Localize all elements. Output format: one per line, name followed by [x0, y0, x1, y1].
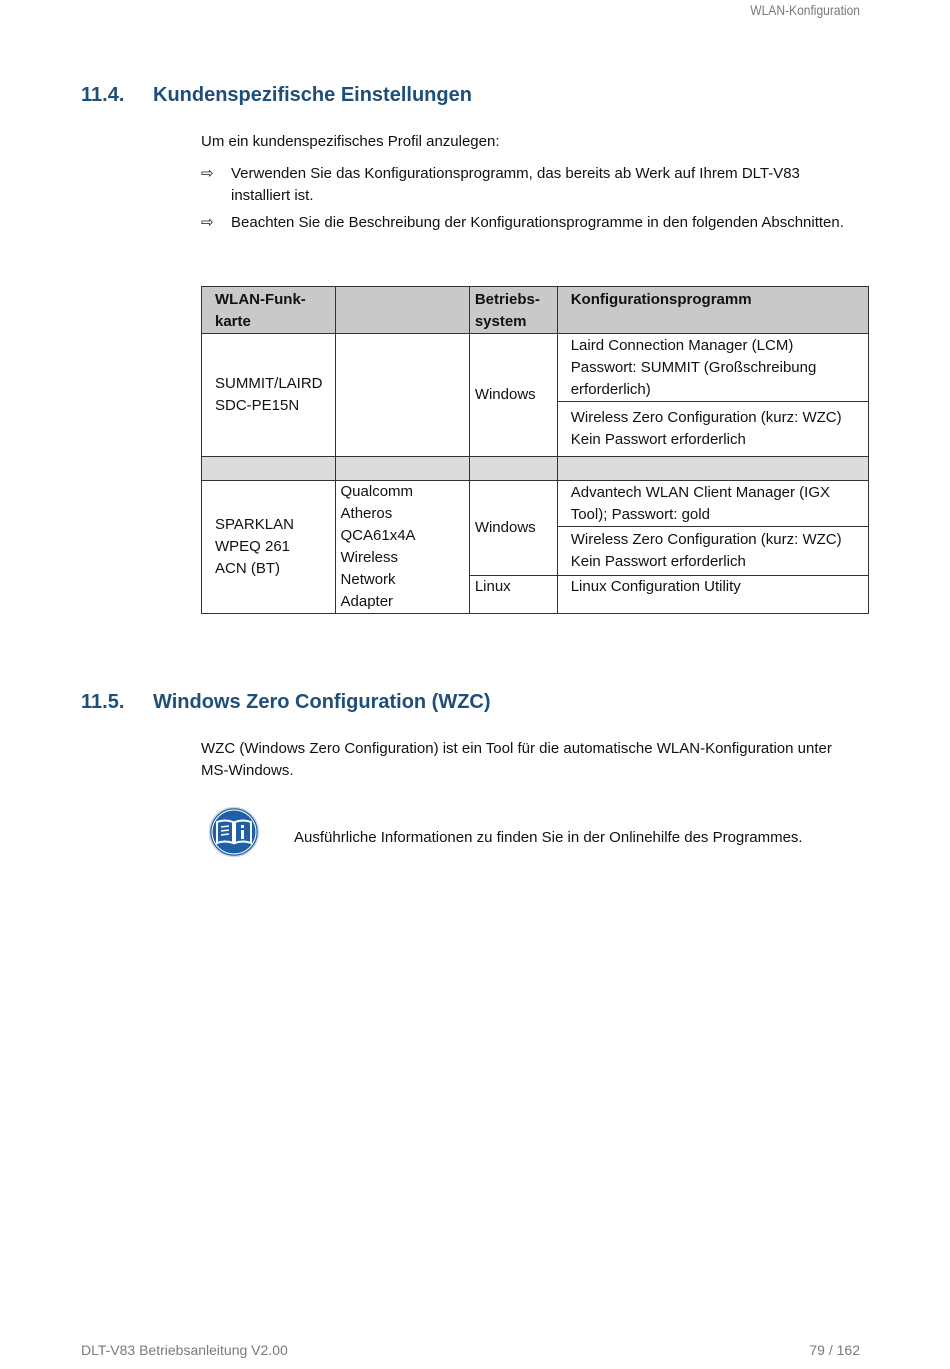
- paragraph-line: MS-Windows.: [201, 762, 294, 779]
- table-header-row: [202, 287, 869, 334]
- spacer-cell: [202, 457, 336, 481]
- arrow-right-icon: ⇨: [201, 165, 214, 182]
- cell-text: SPARKLAN: [215, 516, 294, 533]
- cell-text: Kein Passwort erforderlich: [570, 431, 746, 448]
- intro-text: Um ein kundenspezifisches Profil anzulegen:: [201, 133, 500, 150]
- arrow-right-icon: ⇨: [201, 214, 214, 231]
- cell-text: erforderlich): [570, 380, 651, 398]
- wzc-paragraph: [201, 738, 869, 782]
- section-heading-11-4: [81, 84, 472, 107]
- manual-info-icon: [208, 806, 260, 858]
- cell-os: Linux: [469, 575, 557, 613]
- header-text: karte: [215, 313, 251, 330]
- cell-text: Tool); Passwort: gold: [570, 505, 710, 523]
- cell-text: QCA61x4A: [340, 527, 416, 544]
- cell-os: Windows: [469, 334, 557, 457]
- cell-text: Adapter: [340, 593, 394, 610]
- cell-chip: [335, 334, 469, 457]
- cell-text: SDC-PE15N: [215, 397, 300, 414]
- cell-text: Laird Connection Manager (LCM): [570, 336, 794, 354]
- cell-text: Advantech WLAN Client Manager (IGX: [570, 483, 830, 501]
- cell-text: Qualcomm: [340, 483, 414, 500]
- bullet-line: installiert ist.: [231, 187, 314, 204]
- table-spacer-row: [202, 457, 869, 481]
- cell-program: [557, 334, 868, 402]
- table-row: [202, 481, 869, 527]
- header-text: Betriebs-: [474, 291, 540, 308]
- header-text: WLAN-Funk-: [215, 291, 306, 308]
- footer-document: DLT-V83 Betriebsanleitung V2.00: [81, 1342, 288, 1358]
- bullet-text: [231, 163, 861, 207]
- spacer-cell: [469, 457, 557, 481]
- cell-text: ACN (BT): [215, 560, 280, 577]
- cell-text: Atheros: [340, 505, 393, 522]
- cell-program: [557, 481, 868, 527]
- cell-program: [557, 402, 868, 457]
- spacer-cell: [557, 457, 868, 481]
- cell-card: [202, 334, 336, 457]
- header-program: Konfigurationsprogramm: [557, 287, 868, 334]
- section-heading-11-5: [81, 691, 491, 714]
- header-blank: [335, 287, 469, 334]
- cell-text: SUMMIT/LAIRD: [215, 375, 323, 392]
- info-note: Ausführliche Informationen zu finden Sie in der Onlinehilfe des Programmes.: [294, 829, 803, 846]
- table-row: [202, 334, 869, 402]
- bullet-text: Beachten Sie die Beschreibung der Konfigurationsprogramme in den folgenden Abschnitten.: [231, 214, 844, 231]
- cell-text: Passwort: SUMMIT (Großschreibung: [570, 358, 817, 376]
- header-os: [469, 287, 557, 334]
- section-title: Windows Zero Configuration (WZC): [153, 691, 491, 713]
- section-number: 11.4.: [81, 84, 125, 106]
- spacer-cell: [335, 457, 469, 481]
- cell-text: WPEQ 261: [215, 538, 291, 555]
- cell-text: Wireless Zero Configuration (kurz: WZC): [570, 531, 842, 549]
- cell-program: Linux Configuration Utility: [557, 575, 868, 613]
- header-wlan-card: [202, 287, 336, 334]
- cell-text: Kein Passwort erforderlich: [570, 553, 746, 571]
- paragraph-line: WZC (Windows Zero Configuration) ist ein Tool für die automatische WLAN-Konfiguration unter: [201, 740, 832, 757]
- section-title: Kundenspezifische Einstellungen: [153, 84, 472, 106]
- bullet-line: Verwenden Sie das Konfigurationsprogramm, das bereits ab Werk auf Ihrem DLT-V83: [231, 165, 800, 182]
- wlan-config-table: [201, 286, 869, 614]
- cell-text: Wireless Network: [340, 549, 399, 588]
- bullet-item: [201, 212, 861, 234]
- footer-page-number: 79 / 162: [809, 1342, 860, 1358]
- cell-chip: [335, 481, 469, 614]
- header-text: system: [474, 313, 527, 330]
- cell-card: [202, 481, 336, 614]
- cell-text: Wireless Zero Configuration (kurz: WZC): [570, 409, 842, 426]
- cell-os: Windows: [469, 481, 557, 576]
- cell-program: [557, 527, 868, 575]
- bullet-item: [201, 163, 861, 207]
- running-header: WLAN-Konfiguration: [750, 2, 860, 18]
- section-number: 11.5.: [81, 691, 125, 713]
